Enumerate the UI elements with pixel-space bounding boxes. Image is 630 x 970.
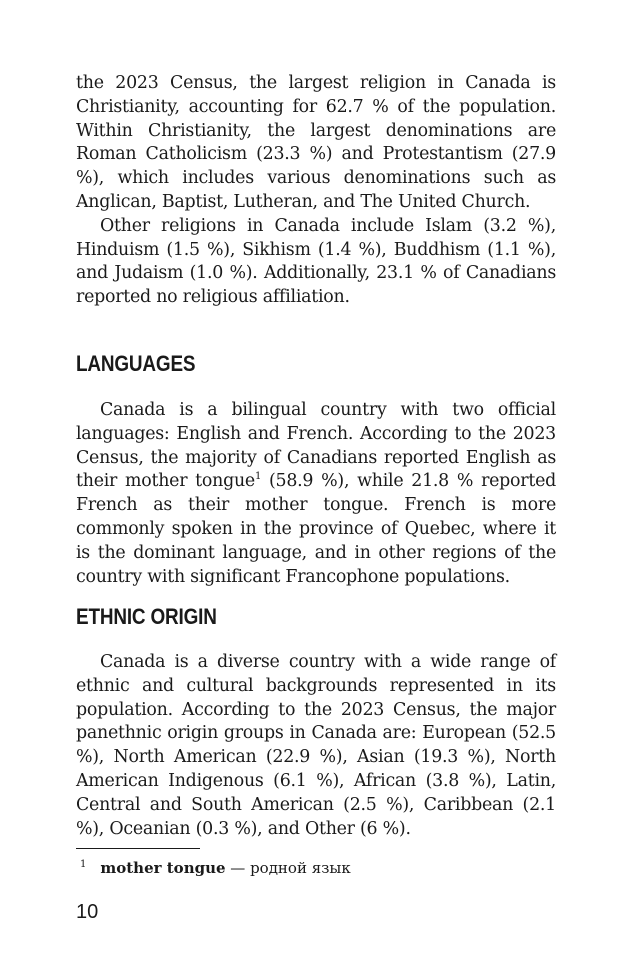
footnote-number: 1 — [80, 859, 87, 870]
page-number: 10 — [76, 901, 99, 923]
religion-section — [76, 72, 556, 310]
languages-text-part-1: Canada is a bilingual country with two official languages: English and French. According to the 2023 Census, the majority of Canadians reported English as their mother tongue — [76, 400, 556, 492]
footnote-divider — [76, 848, 200, 849]
religion-paragraph-1: the 2023 Census, the largest religion in Canada is Christianity, accounting for 62.7 % of the population. Within Christianity, the largest denominations are Roman Catholicism (23.3 %) and Protestantism (27.9 %), which includes various denominations such as Anglican, Baptist, Lutheran, and The United Church. — [76, 73, 556, 212]
footnote-term: mother tongue — [100, 859, 226, 877]
languages-body — [76, 399, 556, 589]
languages-paragraph — [76, 399, 556, 589]
ethnic-paragraph: Canada is a diverse country with a wide range of ethnic and cultural backgrounds represented in its population. According to the 2023 Census, the major panethnic origin groups in Canada are: European (52.5 %), North American (22.9 %), Asian (19.3 %), North American Indigenous (6.1 %), African (3.8 %), Latin, Central and South American (2.5 %), Caribbean (2.1 %), Oceanian (0.3 %), and Other (6 %). — [76, 652, 556, 839]
ethnic-section — [76, 604, 556, 630]
footnote-reference: 1 — [254, 471, 262, 483]
languages-text-part-2: (58.9 %), while 21.8 % reported French as their mother tongue. French is more commonly spoken in the province of Quebec, where it is the dominant language, and in other regions of the country with significant Francophone populations. — [76, 471, 556, 587]
ethnic-heading: ETHNIC ORIGIN — [76, 604, 217, 629]
footnote-definition: — родной язык — [225, 859, 351, 877]
languages-section — [76, 351, 556, 377]
ethnic-body — [76, 651, 556, 841]
languages-heading: LANGUAGES — [76, 351, 196, 376]
footnote — [80, 856, 550, 877]
religion-paragraph-2: Other religions in Canada include Islam (3.2 %), Hinduism (1.5 %), Sikhism (1.4 %), Buddhism (1.1 %), and Judaism (1.0 %). Additionally, 23.1 % of Canadians reported no religious affiliation. — [76, 215, 556, 308]
